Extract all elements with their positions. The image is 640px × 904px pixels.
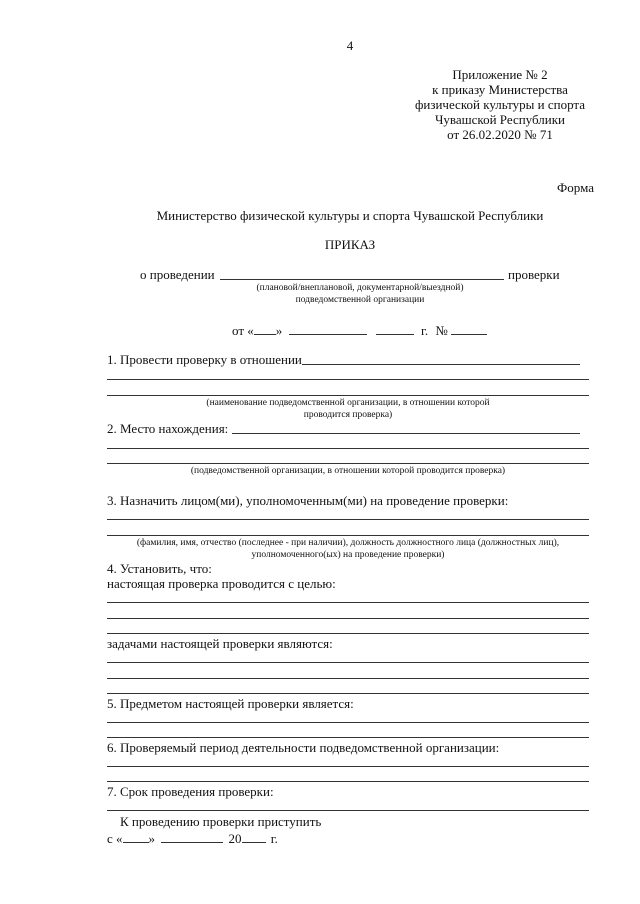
check-type-field[interactable] [220,279,504,280]
start-year-field[interactable] [242,830,266,843]
tasks-field-line-1[interactable] [107,662,589,663]
purpose-field-line-1[interactable] [107,602,589,603]
appendix-line-2: к приказу Министерства [432,82,568,97]
item-2-field-line-3[interactable] [107,463,589,464]
start-century-label: 20 [228,831,242,846]
start-day-field[interactable] [123,830,149,843]
page-number: 4 [346,38,354,53]
item-5-label: 5. Предметом настоящей проверки является: [107,696,354,711]
item-4-tasks-label: задачами настоящей проверки являются: [107,636,333,651]
item-7-field[interactable] [107,810,589,811]
ministry-name: Министерство физической культуры и спорта Чувашской Республики [156,208,544,223]
item-1-field-line-3[interactable] [107,395,589,396]
form-label: Форма [557,180,594,195]
item-1-field-line-2[interactable] [107,379,589,380]
date-from-label: от « [232,323,254,338]
purpose-field-line-2[interactable] [107,618,589,619]
item-4-label: 4. Установить, что: [107,561,212,576]
date-month-field[interactable] [289,322,367,335]
start-year-label: г. [270,831,278,846]
item-1-field[interactable] [302,364,580,365]
appendix-line-1: Приложение № 2 [452,67,548,82]
item-1-label: 1. Провести проверку в отношении [107,352,302,367]
tasks-field-line-3[interactable] [107,693,589,694]
check-type-hint: (плановой/внеплановой, документарной/выездной) [256,283,464,293]
item-6-field-line-1[interactable] [107,766,589,767]
start-close-quote: » [148,831,156,846]
item-1-hint-1: (наименование подведомственной организации, в отношении которой [206,398,490,408]
about-prefix: о проведении [140,267,215,282]
purpose-field-line-3[interactable] [107,633,589,634]
item-3-label: 3. Назначить лицом(ми), уполномоченным(ми) на проведение проверки: [107,493,509,508]
date-day-field[interactable] [254,322,276,335]
item-1-hint-2: проводится проверка) [303,410,393,420]
item-2-field-line-2[interactable] [107,448,589,449]
item-3-field-line-1[interactable] [107,519,589,520]
appendix-line-4: Чувашской Республики [434,112,566,127]
order-number-field[interactable] [451,322,487,335]
date-line [232,322,487,338]
item-3-hint-2: уполномоченного(ых) на проведение проверки) [251,550,445,560]
date-year-label: г. [421,323,429,338]
item-3-hint-1: (фамилия, имя, отчество (последнее - при наличии), должность должностного лица (должностных лиц), [136,538,560,548]
item-6-field-line-2[interactable] [107,781,589,782]
start-month-field[interactable] [161,830,223,843]
item-6-label: 6. Проверяемый период деятельности подведомственной организации: [107,740,500,755]
item-2-label: 2. Место нахождения: [107,421,229,436]
item-2-field[interactable] [232,433,580,434]
item-5-field-line-1[interactable] [107,722,589,723]
item-7-label: 7. Срок проведения проверки: [107,784,274,799]
document-title: ПРИКАЗ [324,237,376,252]
appendix-line-5: от 26.02.2020 № 71 [447,127,553,142]
date-close-quote: » [275,323,283,338]
start-date-line [107,830,278,846]
date-year-field[interactable] [376,322,414,335]
start-label: К проведению проверки приступить [120,814,322,829]
organization-hint: подведомственной организации [295,295,425,305]
item-2-hint: (подведомственной организации, в отношении которой проводится проверка) [190,466,506,476]
appendix-line-3: физической культуры и спорта [414,97,586,112]
item-5-field-line-2[interactable] [107,737,589,738]
start-from-label: с « [107,831,123,846]
item-4-purpose-label: настоящая проверка проводится с целью: [107,576,336,591]
tasks-field-line-2[interactable] [107,678,589,679]
order-number-label: № [435,323,448,338]
item-3-field-line-2[interactable] [107,535,589,536]
about-suffix: проверки [508,267,560,282]
